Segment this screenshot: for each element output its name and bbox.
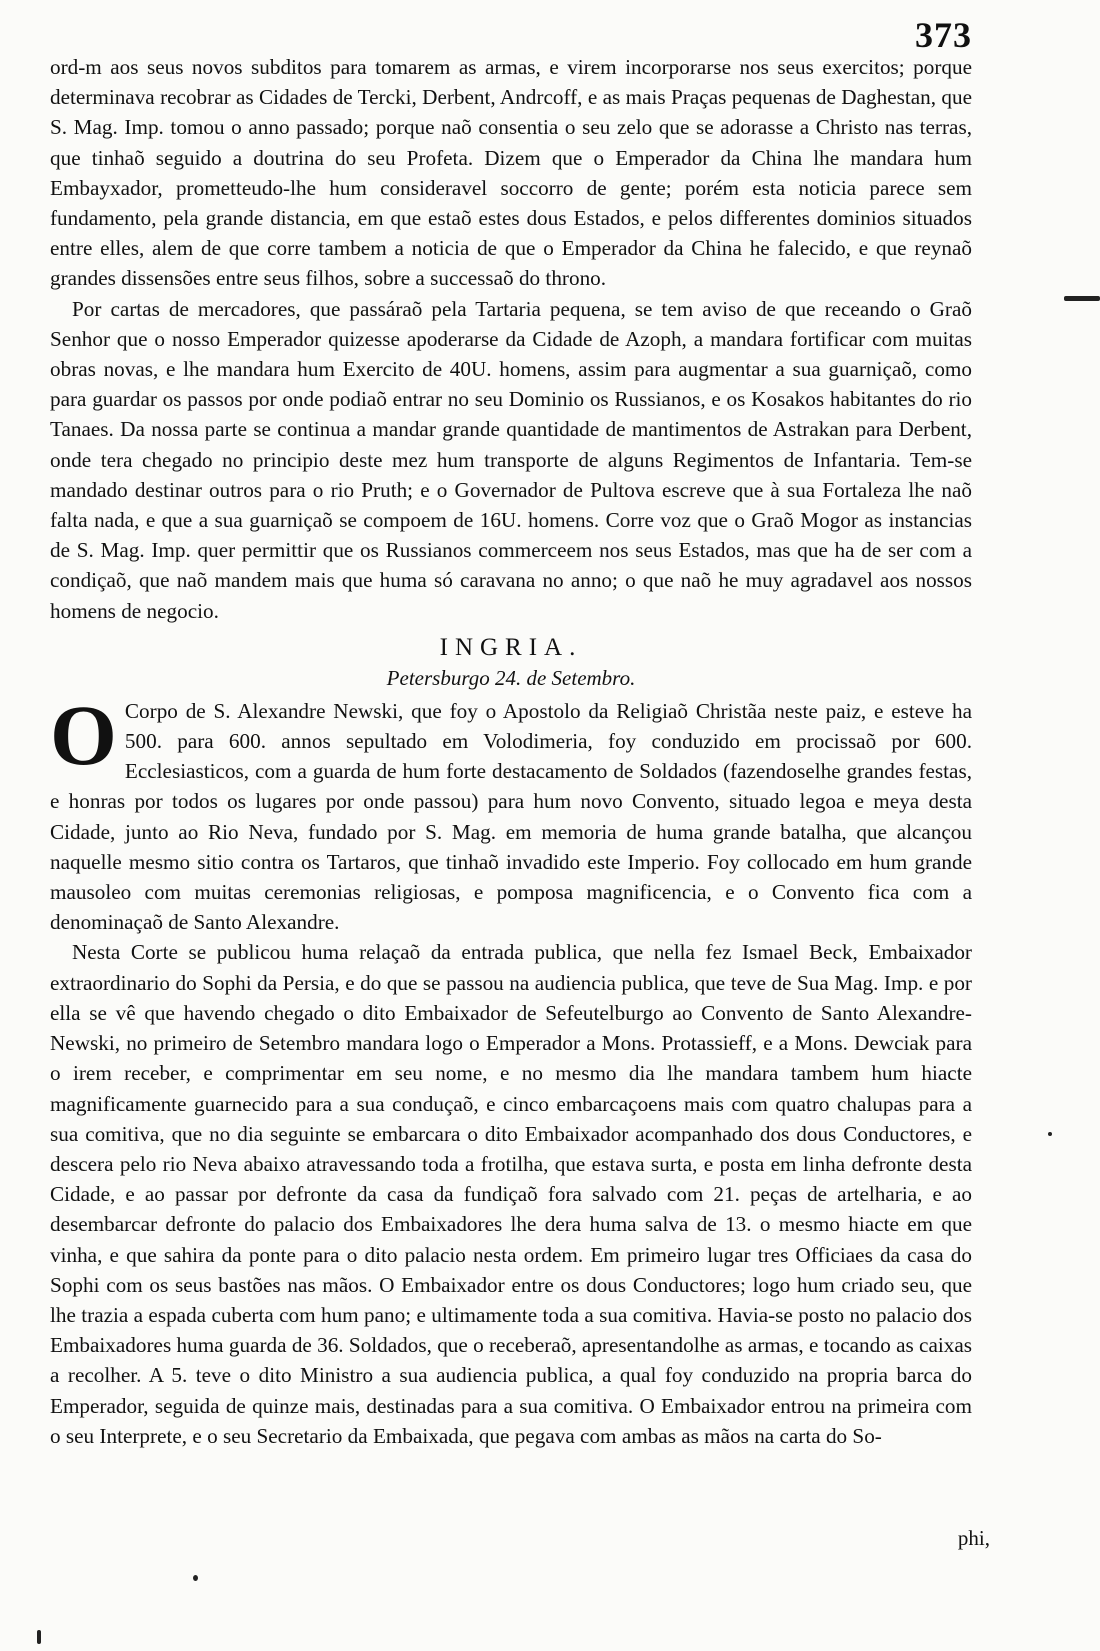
drop-cap-letter: O bbox=[50, 686, 117, 783]
paragraph-ambassador-entry: Nesta Corte se publicou huma relaçaõ da entrada publica, que nella fez Ismael Beck, Embaixador extraordinario do Sophi da Persia, e do que se passou na audiencia publica, que teve de Sua Mag. Imp. e por ella se vê que havendo chegado o dito Embaixador de Sefeutelburgo ao Convento de Santo Alexandre-Newski, no primeiro de Setembro mandara logo o Emperador a Mons. Protassieff, e a Mons. Dewciak para o irem receber, e comprimentar em seu nome, e no mesmo dia lhe mandara tambem hum hiacte magnificamente guarnecido para a sua conduçaõ, e cinco embarcaçoens mais com quatro chalupas para a sua comitiva, que no dia seguinte se embarcara o dito Embaixador acompanhado dos dous Conductores, e descera pelo rio Neva abaixo atravessando toda a frotilha, que estava surta, e posta em linha defronte desta Cidade, e ao passar por defronte da casa da fundiçaõ fora salvado com 21. peças de artelharia, e ao desembarcar defronte do palacio dos Embaixadores lhe dera huma salva de 13. o mesmo hiacte em que vinha, e que sahira da ponte para o dito palacio nesta ordem. Em primeiro lugar tres Officiaes da casa do Sophi com os seus bastões nas mãos. O Embaixador entre os dous Conductores; logo hum criado seu, que lhe trazia a espada cuberta com hum pano; e ultimamente toda a sua comitiva. Havia-se posto no palacio dos Embaixadores huma guarda de 36. Soldados, que o receberaõ, apresentandolhe as armas, e tocando as caixas a recolher. A 5. teve o dito Ministro a sua audiencia publica, a qual foy conduzido na propria barca do Emperador, seguida de quinze mais, destinadas para a sua comitiva. O Embaixador entrou na primeira com o seu Interprete, e o seu Secretario da Embaixada, que pegava com ambas as mãos na carta do So- bbox=[50, 940, 972, 1448]
ink-speck bbox=[193, 1575, 198, 1581]
dateline: Petersburgo 24. de Setembro. bbox=[386, 665, 636, 690]
margin-ink-mark bbox=[1064, 296, 1100, 301]
paragraph-persia-report: ord-m aos seus novos subditos para tomarem as armas, e virem incorporarse nos seus exercitos; porque determinava recobrar as Cidades de Tercki, Derbent, Andrcoff, e as mais Praças pequenas de Daghestan, que S. Mag. Imp. tomou o anno passado; porque naõ consentia o seu zelo que se adorasse a Christo nas terras, que tinhaõ seguido a doutrina do seu Profeta. Dizem que o Emperador da China lhe mandara hum Embayxador, prometteudo-lhe hum consideravel soccorro de gente; porém esta noticia parece sem fundamento, pela grande distancia, em que estaõ estes dous Estados, e pelos differentes dominios situados entre elles, alem de que corre tambem a noticia de que o Emperador da China he falecido, e que reynaõ grandes dissensões entre seus filhos, sobre a successaõ do throno. bbox=[50, 55, 972, 291]
ink-speck bbox=[1048, 1132, 1052, 1136]
article-body bbox=[50, 52, 972, 1451]
section-heading: INGRIA. bbox=[439, 633, 583, 661]
paragraph-merchants-letters: Por cartas de mercadores, que passáraõ pela Tartaria pequena, se tem aviso de que receando o Graõ Senhor que o nosso Emperador quizesse apoderarse da Cidade de Azoph, a mandara fortificar com muitas obras novas, e lhe mandara hum Exercito de 40U. homens, assim para augmentar a sua guarniçaõ, como para guardar os passos por onde podiaõ entrar no seu Dominio os Russianos, e os Kosakos habitantes do rio Tanaes. Da nossa parte se continua a mandar grande quantidade de mantimentos de Astrakan para Derbent, onde tera chegado no principio deste mez hum transporte de alguns Regimentos de Infantaria. Tem-se mandado destinar outros para o rio Pruth; e o Governador de Pultova escreve que à sua Fortaleza lhe naõ falta nada, e que a sua guarniçaõ se compoem de 16U. homens. Corre voz que o Graõ Mogor as instancias de S. Mag. Imp. quer permittir que os Russianos commerceem nos seus Estados, mas que ha de ser com a condiçaõ, que naõ mandem mais que huma só caravana no anno; o que naõ he muy agradavel aos nossos homens de negocio. bbox=[50, 296, 972, 623]
paragraph-alexander-newski-text: Corpo de S. Alexandre Newski, que foy o Apostolo da Religiaõ Christãa neste paiz, e esteve ha 500. para 600. annos sepultado em Volodimeria, foy conduzido em procissaõ por 600. Ecclesiasticos, com a guarda de hum forte destacamento de Soldados (fazendoselhe grandes festas, e honras por todos os lugares por onde passou) para hum novo Convento, situado legoa e meya desta Cidade, junto ao Rio Neva, fundado por S. Mag. em memoria de huma grande batalha, que alcançou naquelle mesmo sitio contra os Tartaros, que tinhaõ invadido este Imperio. Foy collocado em hum grande mausoleo com muitas ceremonias religiosas, e pomposa magnificencia, e o Convento fica com a denominaçaõ de Santo Alexandre. bbox=[50, 698, 972, 935]
catchword: phi, bbox=[957, 1526, 990, 1550]
ink-speck bbox=[37, 1630, 41, 1644]
page-number: 373 bbox=[915, 15, 972, 55]
paragraph-alexander-newski bbox=[50, 686, 972, 938]
